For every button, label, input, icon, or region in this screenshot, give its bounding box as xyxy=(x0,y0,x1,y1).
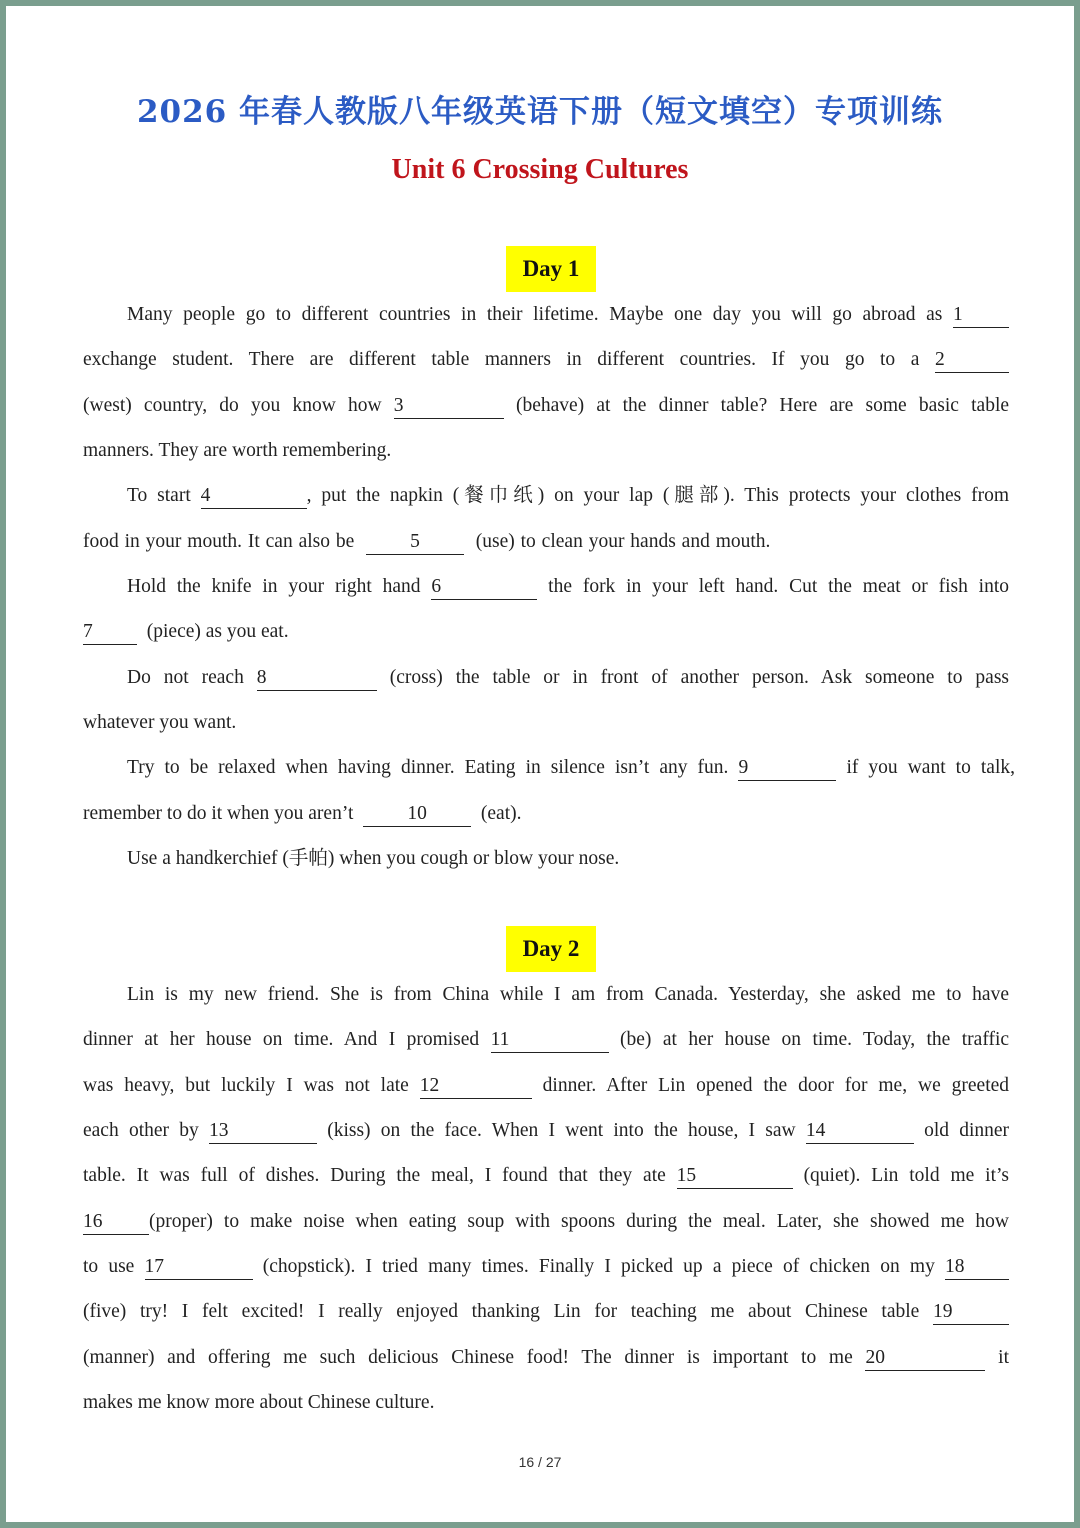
blank-15[interactable]: 15 xyxy=(677,1164,793,1189)
blank-6[interactable]: 6 xyxy=(431,575,537,600)
text: Try to be relaxed when having dinner. Eating in silence isn’t any fun. xyxy=(127,757,729,778)
page-title: 2026 年春人教版八年级英语下册（短文填空）专项训练 xyxy=(136,94,944,130)
text: exchange student. There are different table manners in different countries. If you go to a xyxy=(83,349,920,370)
text: each other by xyxy=(83,1120,199,1141)
text: (cross) the table or in front of another person. Ask someone to pass xyxy=(389,667,1009,688)
blank-1[interactable]: 1 xyxy=(953,303,1009,328)
page-number: 16 / 27 xyxy=(518,1454,562,1470)
passage1-line-10: whatever you want. xyxy=(83,712,237,733)
passage1-line-11 xyxy=(127,750,1015,786)
passage2-line-1: Lin is my new friend. She is from China while I am from Canada. Yesterday, she asked me to have xyxy=(127,984,1009,1005)
passage1-line-2 xyxy=(83,342,1009,378)
text: , put the napkin (餐巾纸) on your lap (腿部). This protects your clothes from xyxy=(306,485,1010,506)
unit-title: Unit 6 Crossing Cultures xyxy=(391,154,689,185)
passage1-line-7 xyxy=(127,569,1009,605)
passage1-line-9 xyxy=(127,660,1009,696)
passage2-line-7 xyxy=(83,1249,1009,1285)
text: (piece) as you eat. xyxy=(146,621,289,642)
passage1-line-6 xyxy=(83,524,1009,560)
text: (use) to clean your hands and mouth. xyxy=(475,531,771,552)
text: (quiet). Lin told me it’s xyxy=(803,1165,1010,1186)
blank-8[interactable]: 8 xyxy=(257,666,377,691)
text: dinner. After Lin opened the door for me, we greeted xyxy=(542,1075,1010,1096)
text: was heavy, but luckily I was not late xyxy=(83,1075,409,1096)
passage1-line-13: Use a handkerchief (手帕) when you cough or blow your nose. xyxy=(127,848,620,869)
passage2-line-5 xyxy=(83,1158,1009,1194)
text: table. It was full of dishes. During the meal, I found that they ate xyxy=(83,1165,666,1186)
text: To start xyxy=(127,485,191,506)
text: (west) country, do you know how xyxy=(83,395,382,416)
blank-11[interactable]: 11 xyxy=(491,1028,609,1053)
blank-9[interactable]: 9 xyxy=(738,756,836,781)
blank-4[interactable]: 4 xyxy=(201,484,307,509)
text: food in your mouth. It can also be xyxy=(83,531,355,552)
blank-3[interactable]: 3 xyxy=(394,394,504,419)
text: the fork in your left hand. Cut the meat or fish into xyxy=(548,576,1009,597)
text: to use xyxy=(83,1256,135,1277)
blank-13[interactable]: 13 xyxy=(209,1119,317,1144)
blank-12[interactable]: 12 xyxy=(420,1074,532,1099)
passage2-line-10: makes me know more about Chinese culture. xyxy=(83,1392,435,1413)
passage2-line-2 xyxy=(83,1022,1009,1058)
passage1-line-3 xyxy=(83,388,1009,424)
text: dinner at her house on time. And I promised xyxy=(83,1029,480,1050)
passage1-line-4: manners. They are worth remembering. xyxy=(83,440,392,461)
passage2-line-4 xyxy=(83,1113,1009,1149)
blank-7[interactable]: 7 xyxy=(83,620,137,645)
passage1-line-5 xyxy=(127,478,1009,514)
text: (be) at her house on time. Today, the traffic xyxy=(620,1029,1010,1050)
passage2-line-8 xyxy=(83,1294,1009,1330)
passage1-line-12 xyxy=(83,796,1009,832)
text: (eat). xyxy=(480,803,522,824)
blank-20[interactable]: 20 xyxy=(865,1346,985,1371)
blank-18[interactable]: 18 xyxy=(945,1255,1009,1280)
blank-2[interactable]: 2 xyxy=(935,348,1009,373)
blank-17[interactable]: 17 xyxy=(145,1255,253,1280)
passage1-line-8 xyxy=(83,614,1009,650)
passage1-line-1 xyxy=(127,297,1009,333)
text: remember to do it when you aren’t xyxy=(83,803,354,824)
blank-5[interactable]: 5 xyxy=(366,530,464,555)
passage2-line-3 xyxy=(83,1068,1009,1104)
text: (proper) to make noise when eating soup with spoons during the meal. Later, she showed me how xyxy=(149,1211,1009,1232)
text: old dinner xyxy=(924,1120,1010,1141)
blank-14[interactable]: 14 xyxy=(806,1119,914,1144)
blank-10[interactable]: 10 xyxy=(363,802,471,827)
text: Many people go to different countries in their lifetime. Maybe one day you will go abroad as xyxy=(127,304,943,325)
text: (kiss) on the face. When I went into the house, I saw xyxy=(327,1120,796,1141)
text: (manner) and offering me such delicious Chinese food! The dinner is important to me xyxy=(83,1347,853,1368)
blank-19[interactable]: 19 xyxy=(933,1300,1009,1325)
text: Hold the knife in your right hand xyxy=(127,576,421,597)
text: (five) try! I felt excited! I really enjoyed thanking Lin for teaching me about Chinese table xyxy=(83,1301,920,1322)
text: (behave) at the dinner table? Here are some basic table xyxy=(515,395,1010,416)
day-1-label: Day 1 xyxy=(506,246,596,292)
day-2-label: Day 2 xyxy=(506,926,596,972)
blank-16[interactable]: 16 xyxy=(83,1210,149,1235)
text: it xyxy=(998,1347,1009,1368)
text: Do not reach xyxy=(127,667,244,688)
passage2-line-6 xyxy=(83,1204,1009,1240)
text: (chopstick). I tried many times. Finally I picked up a piece of chicken on my xyxy=(262,1256,935,1277)
text: if you want to talk, xyxy=(846,757,1015,778)
passage2-line-9 xyxy=(83,1340,1009,1376)
